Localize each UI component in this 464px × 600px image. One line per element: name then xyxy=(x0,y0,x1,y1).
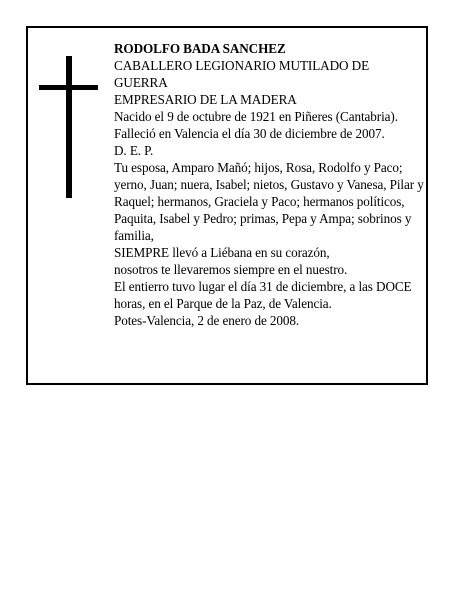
burial-paragraph: El entierro tuvo lugar el día 31 de diciembre, a las DOCE horas, en el Parque de la Paz, de Valencia. xyxy=(114,279,412,311)
cross-vertical-bar xyxy=(66,56,72,198)
obituary-notice-frame xyxy=(26,26,428,385)
cross-icon xyxy=(38,56,98,198)
birth-line: Nacido el 9 de octubre de 1921 en Piñeres (Cantabria). xyxy=(114,109,398,124)
deceased-name: RODOLFO BADA SANCHEZ xyxy=(114,41,286,56)
tribute-line-1: SIEMPRE llevó a Liébana en su corazón, xyxy=(114,245,330,260)
cross-horizontal-bar xyxy=(39,85,98,90)
death-line: Falleció en Valencia el día 30 de diciembre de 2007. xyxy=(114,126,385,141)
tribute-line-2: nosotros te llevaremos siempre en el nuestro. xyxy=(114,262,348,277)
title-line: CABALLERO LEGIONARIO MUTILADO DE GUERRA xyxy=(114,58,370,90)
occupation-line: EMPRESARIO DE LA MADERA xyxy=(114,92,297,107)
obituary-text xyxy=(114,40,424,329)
place-date-line: Potes-Valencia, 2 de enero de 2008. xyxy=(114,313,300,328)
rip-line: D. E. P. xyxy=(114,143,154,158)
family-paragraph: Tu esposa, Amparo Mañó; hijos, Rosa, Rodolfo y Paco; yerno, Juan; nuera, Isabel; nietos, Gustavo y Vanesa, Pilar y Raquel; hermanos, Graciela y Paco; hermanos políticos, Paquita, Isabel y Pedro; primas, Pepa y Ampa; sobrinos y familia, xyxy=(114,160,424,243)
